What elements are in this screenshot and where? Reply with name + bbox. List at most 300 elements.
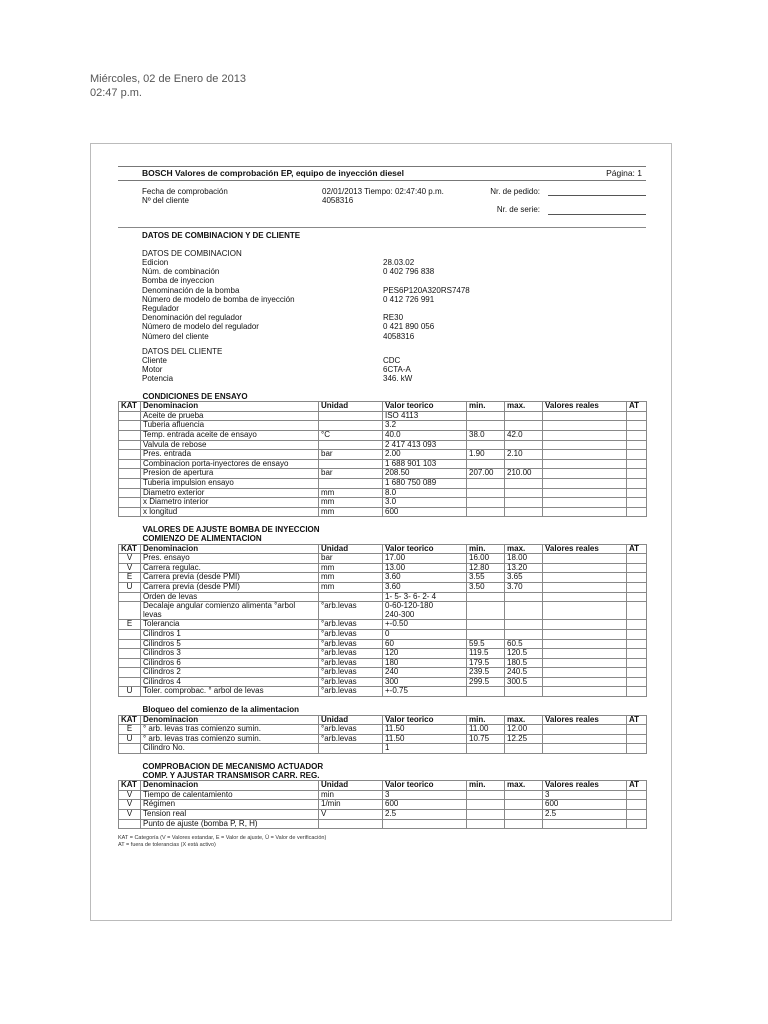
table-cell (505, 819, 543, 829)
table-cell: Carrera previa (desde PMI) (141, 573, 319, 583)
table-cell: °arb.levas (319, 602, 383, 620)
kv-key: Denominación de la bomba (142, 285, 240, 295)
table-cell: 1 688 901 103 (383, 459, 467, 469)
table-cell (505, 479, 543, 489)
table-cell (543, 602, 627, 620)
column-header: max. (505, 544, 543, 554)
table-caption: VALORES DE AJUSTE BOMBA DE INYECCION COMIENZO DE ALIMENTACION (142, 525, 320, 543)
table-cell (467, 800, 505, 810)
column-header: Valor teorico (383, 781, 467, 791)
table-cell (627, 687, 647, 697)
table-cell (627, 440, 647, 450)
bosch-report (118, 166, 646, 848)
table-cell: +-0.50 (383, 620, 467, 630)
table-row (119, 620, 647, 630)
table-cell (543, 440, 627, 450)
serie-label: Nr. de serie: (496, 205, 540, 215)
table-cell (467, 819, 505, 829)
table-cell (119, 450, 141, 460)
table-cell: 11.50 (383, 725, 467, 735)
table-cell: E (119, 725, 141, 735)
table-cell: °arb.levas (319, 649, 383, 659)
table-row (119, 498, 647, 508)
table-cell (505, 411, 543, 421)
table-row (119, 479, 647, 489)
column-header: Valores reales (543, 781, 627, 791)
table-row (119, 668, 647, 678)
table-cell (119, 744, 141, 754)
kv-key: Potencia (142, 374, 174, 384)
column-header: KAT (119, 402, 141, 412)
table-cell (543, 649, 627, 659)
table-cell (627, 431, 647, 441)
table-cell (543, 450, 627, 460)
table-cell (119, 658, 141, 668)
table-row (119, 431, 647, 441)
column-header: Valores reales (543, 544, 627, 554)
table-cell: 2 417 413 093 (383, 440, 467, 450)
table-cell (627, 563, 647, 573)
table-cell (627, 725, 647, 735)
table-cell (467, 592, 505, 602)
table-cell: 40.0 (383, 431, 467, 441)
table-cell (383, 819, 467, 829)
table-cell: °arb.levas (319, 668, 383, 678)
table-cell: 299.5 (467, 677, 505, 687)
page-number: Página: 1 (606, 168, 642, 178)
table-cell (627, 554, 647, 564)
table-row (119, 469, 647, 479)
table-caption: CONDICIONES DE ENSAYO (142, 391, 248, 401)
cliente-title: DATOS DEL CLIENTE (142, 346, 223, 356)
table-row (119, 734, 647, 744)
table-cell: 2.5 (543, 810, 627, 820)
comb-title: DATOS DE COMBINACION (142, 248, 242, 258)
table-cell (627, 810, 647, 820)
column-header: AT (627, 781, 647, 791)
table-cell (119, 488, 141, 498)
column-header: min. (467, 781, 505, 791)
table-row (119, 744, 647, 754)
table-cell: V (119, 563, 141, 573)
kv-row (118, 258, 646, 267)
table-cell (505, 602, 543, 620)
table-cell: Aceite de prueba (141, 411, 319, 421)
table-cell: Temp. entrada aceite de ensayo (141, 431, 319, 441)
table-cell (543, 629, 627, 639)
table-cell (467, 440, 505, 450)
table-row (119, 488, 647, 498)
table-cell (505, 440, 543, 450)
table-row (119, 421, 647, 431)
table-cell (627, 734, 647, 744)
table-cell (543, 620, 627, 630)
table-cell (119, 629, 141, 639)
kv-key: Número de modelo de bomba de inyección (142, 294, 295, 304)
table-cell (319, 819, 383, 829)
table-row (119, 602, 647, 620)
values-table (118, 518, 647, 697)
table-cell: 3 (383, 790, 467, 800)
kv-value: PES6P120A320RS7478 (383, 285, 470, 295)
table-cell (627, 668, 647, 678)
table-cell: Tuberia impulsion ensayo (141, 479, 319, 489)
kv-value: 0 402 796 838 (383, 267, 435, 277)
table-cell (505, 498, 543, 508)
table-cell: 207.00 (467, 469, 505, 479)
table-caption-row (119, 385, 647, 402)
table-cell: °arb.levas (319, 734, 383, 744)
table-cell: 13.20 (505, 563, 543, 573)
table-cell: Valvula de rebose (141, 440, 319, 450)
fecha-value: 02/01/2013 Tiempo: 02:47:40 p.m. (322, 187, 444, 197)
table-cell: 180.5 (505, 658, 543, 668)
table-cell (627, 592, 647, 602)
cliente-value: 4058316 (322, 196, 354, 206)
table-cell (627, 790, 647, 800)
table-cell: mm (319, 582, 383, 592)
table-cell (627, 629, 647, 639)
table-row (119, 725, 647, 735)
table-cell (505, 810, 543, 820)
table-cell: Punto de ajuste (bomba P, R, H) (141, 819, 319, 829)
table-cell (543, 725, 627, 735)
table-cell (119, 592, 141, 602)
table-cell: mm (319, 488, 383, 498)
table-cell: x Diametro interior (141, 498, 319, 508)
column-header: AT (627, 402, 647, 412)
date-line: Miércoles, 02 de Enero de 2013 (90, 73, 246, 85)
table-cell (543, 554, 627, 564)
table-cell (543, 469, 627, 479)
report-title: BOSCH Valores de comprobación EP, equipo de inyección diesel (142, 168, 405, 178)
table-cell: 240.5 (505, 668, 543, 678)
table-cell: 60.5 (505, 639, 543, 649)
table-cell (505, 744, 543, 754)
footnote (118, 835, 646, 848)
table-cell (467, 421, 505, 431)
table-row (119, 440, 647, 450)
table-cell (543, 459, 627, 469)
table-cell (505, 488, 543, 498)
table-cell (627, 639, 647, 649)
table-cell: V (119, 554, 141, 564)
table-row (119, 677, 647, 687)
column-header: AT (627, 544, 647, 554)
kv-value: 346. kW (383, 374, 413, 384)
table-cell: x longitud (141, 507, 319, 517)
column-header: min. (467, 715, 505, 725)
table-cell: 3.55 (467, 573, 505, 583)
table-cell: 2.10 (505, 450, 543, 460)
table-cell (119, 498, 141, 508)
table-cell (119, 507, 141, 517)
column-header: Unidad (319, 544, 383, 554)
column-header: KAT (119, 781, 141, 791)
cliente-label: Nº del cliente (142, 196, 189, 206)
table-caption: Bloqueo del comienzo de la alimentacion (142, 705, 299, 715)
table-row (119, 411, 647, 421)
table-cell (543, 819, 627, 829)
table-row (119, 649, 647, 659)
table-cell (119, 440, 141, 450)
report-header (118, 166, 646, 181)
table-row (119, 554, 647, 564)
table-cell (505, 459, 543, 469)
table-cell (627, 573, 647, 583)
table-cell (627, 819, 647, 829)
table-cell: Presion de apertura (141, 469, 319, 479)
table-cell: 600 (543, 800, 627, 810)
column-header: Unidad (319, 715, 383, 725)
table-cell (627, 677, 647, 687)
table-cell: Pres. entrada (141, 450, 319, 460)
kv-row (118, 356, 646, 365)
kv-value: 0 412 726 991 (383, 294, 435, 304)
table-cell: Ü (119, 687, 141, 697)
table-cell: 3.65 (505, 573, 543, 583)
table-cell (627, 649, 647, 659)
table-cell: Cilindros 1 (141, 629, 319, 639)
table-cell (627, 469, 647, 479)
table-cell: 59.5 (467, 639, 505, 649)
table-cell: Carrera regulac. (141, 563, 319, 573)
table-cell (467, 479, 505, 489)
kv-row (118, 322, 646, 331)
pedido-label: Nr. de pedido: (490, 187, 540, 197)
table-cell (119, 649, 141, 659)
table-cell (119, 469, 141, 479)
column-header: KAT (119, 715, 141, 725)
table-cell: °arb.levas (319, 725, 383, 735)
column-header: Valor teorico (383, 544, 467, 554)
kv-value: 6CTA-A (383, 365, 411, 375)
table-cell: E (119, 573, 141, 583)
table-cell: 1.90 (467, 450, 505, 460)
kv-key: Cliente (142, 356, 167, 366)
table-cell (505, 800, 543, 810)
table-cell (627, 507, 647, 517)
table-cell (543, 668, 627, 678)
table-cell: Pres. ensayo (141, 554, 319, 564)
pedido-blank (548, 187, 646, 196)
table-cell (627, 658, 647, 668)
table-cell: 119.5 (467, 649, 505, 659)
table-cell (543, 677, 627, 687)
column-header: max. (505, 781, 543, 791)
table-cell (467, 744, 505, 754)
kv-key: Número de modelo del regulador (142, 322, 259, 332)
table-cell (627, 498, 647, 508)
kv-key: Motor (142, 365, 163, 375)
table-header-row (119, 715, 647, 725)
kv-row (118, 286, 646, 295)
table-cell: Decalaje angular comienzo alimenta °arbol levas (141, 602, 319, 620)
column-header: KAT (119, 544, 141, 554)
table-cell (543, 734, 627, 744)
table-cell: °arb.levas (319, 677, 383, 687)
table-row (119, 582, 647, 592)
table-cell: 12.25 (505, 734, 543, 744)
table-cell: 300.5 (505, 677, 543, 687)
table-cell: 1/min (319, 800, 383, 810)
table-cell: 3 (543, 790, 627, 800)
table-cell: bar (319, 554, 383, 564)
table-cell: 42.0 (505, 431, 543, 441)
table-cell: mm (319, 573, 383, 583)
table-cell: °arb.levas (319, 687, 383, 697)
table-cell (467, 507, 505, 517)
table-cell (467, 620, 505, 630)
table-cell (119, 431, 141, 441)
table-cell (467, 498, 505, 508)
table-row (119, 687, 647, 697)
table-cell (627, 488, 647, 498)
kv-key: Denominación del regulador (142, 313, 243, 323)
table-cell: 239.5 (467, 668, 505, 678)
table-cell: 3.70 (505, 582, 543, 592)
comb-list (118, 258, 646, 341)
column-header: AT (627, 715, 647, 725)
table-header-row (119, 544, 647, 554)
table-cell: mm (319, 507, 383, 517)
table-row (119, 790, 647, 800)
table-cell (467, 790, 505, 800)
table-cell (543, 421, 627, 431)
table-cell (543, 479, 627, 489)
table-cell (505, 620, 543, 630)
table-cell (627, 800, 647, 810)
column-header: Denominacion (141, 544, 319, 554)
table-cell (543, 582, 627, 592)
table-cell: Ü (119, 582, 141, 592)
table-cell (543, 411, 627, 421)
values-table (118, 385, 647, 518)
footnote-at: AT = fuera de tolerancias (X está activo) (118, 841, 216, 848)
table-cell: 3.60 (383, 573, 467, 583)
table-cell (119, 668, 141, 678)
table-cell: 120.5 (505, 649, 543, 659)
table-cell: 13.00 (383, 563, 467, 573)
table-cell (467, 629, 505, 639)
table-cell (119, 411, 141, 421)
table-cell: 1 680 750 089 (383, 479, 467, 489)
table-row (119, 563, 647, 573)
table-cell: 10.75 (467, 734, 505, 744)
table-cell: min (319, 790, 383, 800)
table-cell: Combinacion porta-inyectores de ensayo (141, 459, 319, 469)
serie-blank (548, 205, 646, 214)
table-cell (627, 479, 647, 489)
table-cell (319, 459, 383, 469)
kv-row (118, 295, 646, 304)
table-row (119, 507, 647, 517)
table-row (119, 810, 647, 820)
footnote-kat: KAT = Categoría (V = Valores estandar, E = Valor de ajuste, Ü = Valor de verificación) (118, 835, 327, 842)
table-cell (467, 459, 505, 469)
table-cell: 120 (383, 649, 467, 659)
table-cell: bar (319, 450, 383, 460)
table-cell (505, 790, 543, 800)
table-cell: Cilindros 2 (141, 668, 319, 678)
table-cell: 600 (383, 507, 467, 517)
column-header: Valor teorico (383, 402, 467, 412)
datos-section-title: DATOS DE COMBINACION Y DE CLIENTE (118, 227, 646, 243)
table-cell: 17.00 (383, 554, 467, 564)
kv-row (118, 304, 646, 313)
table-cell: Cilindros 5 (141, 639, 319, 649)
table-cell: 1 (383, 744, 467, 754)
table-cell: 38.0 (467, 431, 505, 441)
kv-key: Bomba de inyeccion (142, 276, 215, 286)
report-meta (118, 181, 646, 218)
table-cell: 3.60 (383, 582, 467, 592)
kv-row (118, 276, 646, 285)
values-table (118, 755, 647, 829)
table-cell: +-0.75 (383, 687, 467, 697)
table-caption-row (119, 698, 647, 715)
table-cell (119, 819, 141, 829)
table-cell: Régimen (141, 800, 319, 810)
table-cell (319, 744, 383, 754)
table-cell (543, 658, 627, 668)
test-tables (118, 385, 646, 830)
fecha-label: Fecha de comprobación (142, 187, 228, 197)
time-line: 02:47 p.m. (90, 87, 142, 99)
table-cell: °arb.levas (319, 629, 383, 639)
table-cell: 12.00 (505, 725, 543, 735)
table-cell (119, 639, 141, 649)
table-cell (627, 459, 647, 469)
kv-value: 0 421 890 056 (383, 322, 435, 332)
table-cell: 0-60-120-180 240-300 (383, 602, 467, 620)
column-header: Denominacion (141, 715, 319, 725)
table-header-row (119, 402, 647, 412)
table-cell (627, 620, 647, 630)
table-cell (627, 744, 647, 754)
kv-value: 4058316 (383, 331, 415, 341)
kv-row (118, 365, 646, 374)
table-cell: 210.00 (505, 469, 543, 479)
kv-key: Regulador (142, 304, 179, 314)
table-cell: Ü (119, 734, 141, 744)
table-row (119, 573, 647, 583)
kv-value: RE30 (383, 313, 404, 323)
table-cell (627, 411, 647, 421)
table-cell (543, 431, 627, 441)
table-cell: 11.00 (467, 725, 505, 735)
kv-value: CDC (383, 356, 401, 366)
table-cell: bar (319, 469, 383, 479)
table-cell: 208.50 (383, 469, 467, 479)
table-cell: Cilindros 6 (141, 658, 319, 668)
column-header: max. (505, 402, 543, 412)
column-header: Valores reales (543, 402, 627, 412)
table-cell: E (119, 620, 141, 630)
table-cell (505, 592, 543, 602)
table-cell: Cilindros 4 (141, 677, 319, 687)
column-header: min. (467, 402, 505, 412)
table-cell: Orden de levas (141, 592, 319, 602)
table-caption: COMPROBACION DE MECANISMO ACTUADOR COMP. Y AJUSTAR TRANSMISOR CARR. REG. (142, 762, 324, 780)
table-cell (119, 479, 141, 489)
table-cell (319, 592, 383, 602)
table-cell: Toler. comprobac. ° arbol de levas (141, 687, 319, 697)
table-cell (505, 629, 543, 639)
kv-key: Número del cliente (142, 331, 209, 341)
table-cell: 2.00 (383, 450, 467, 460)
kv-row (118, 313, 646, 322)
